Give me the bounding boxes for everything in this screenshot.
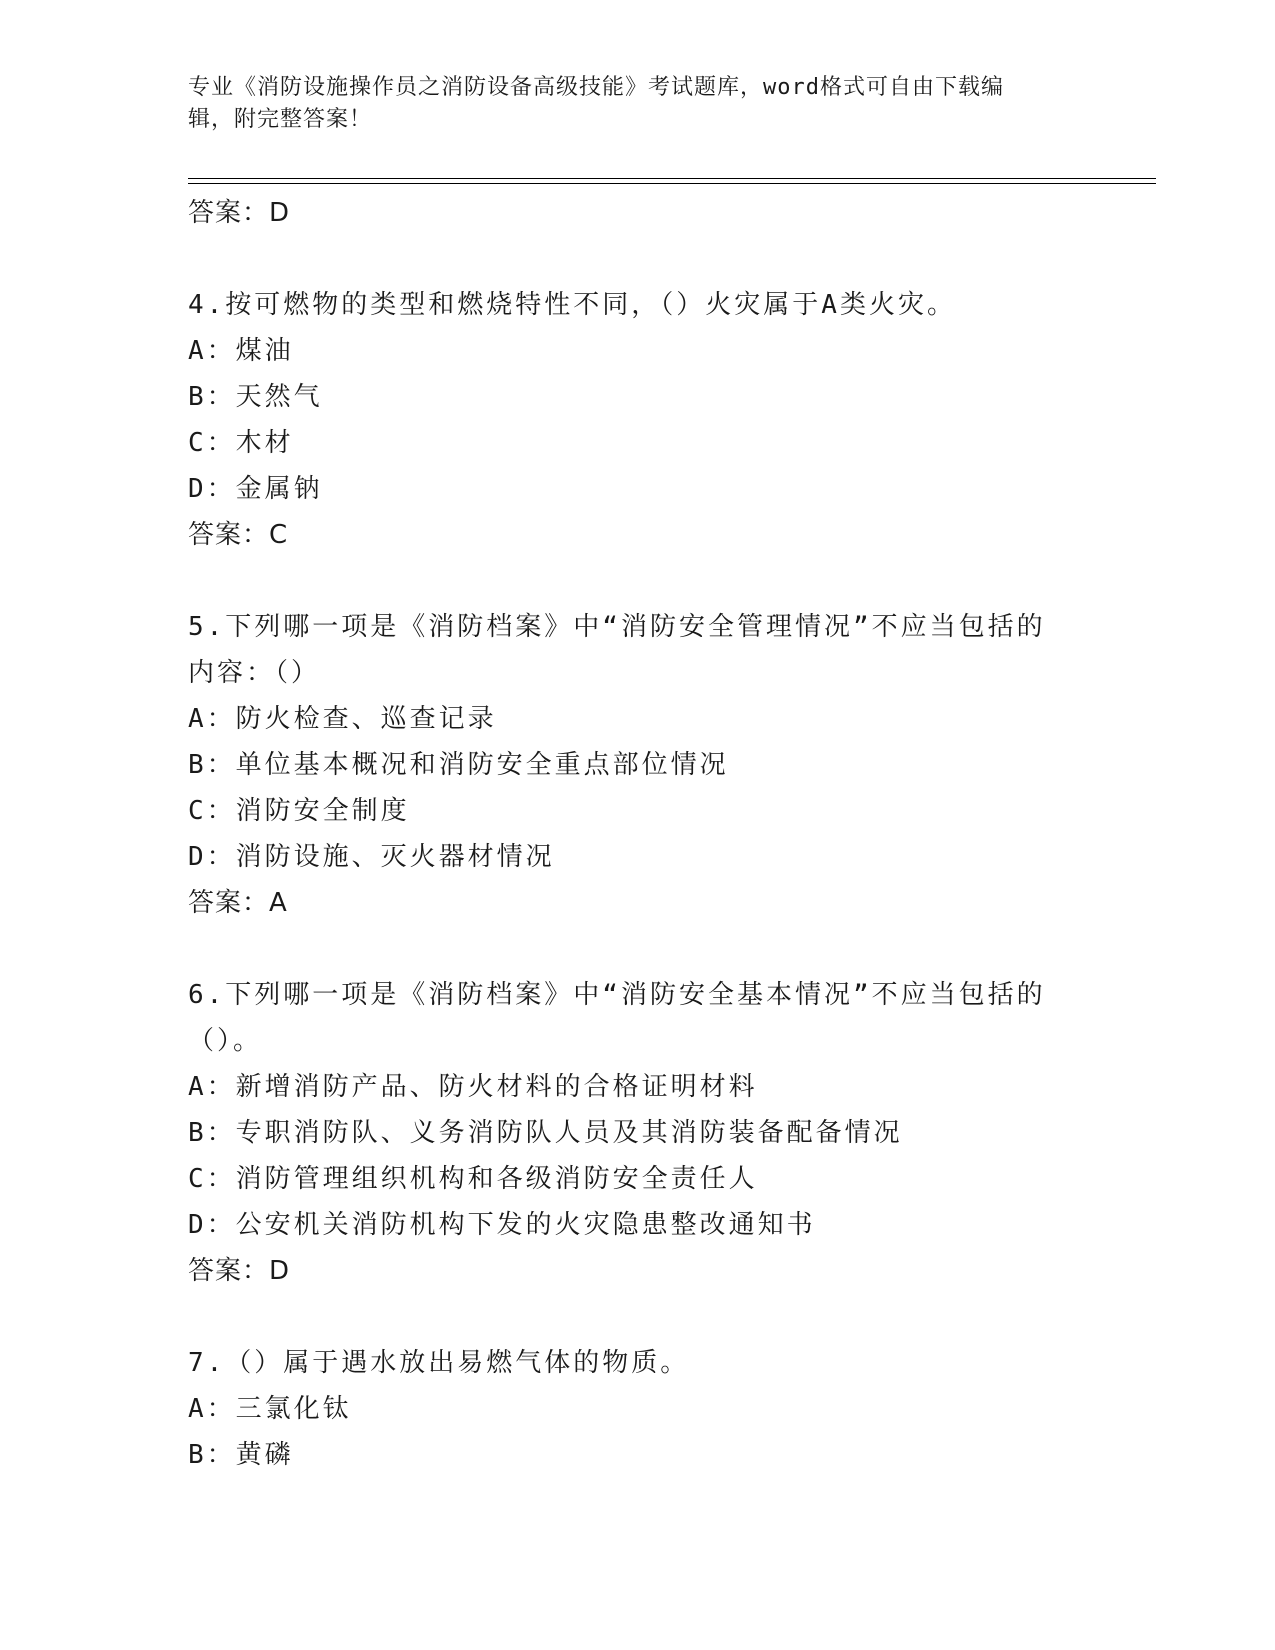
option-d: D：消防设施、灭火器材情况 bbox=[188, 842, 555, 872]
header-rule-bottom bbox=[188, 183, 1156, 184]
option-a: A：新增消防产品、防火材料的合格证明材料 bbox=[188, 1072, 758, 1102]
header-line-1: 专业《消防设施操作员之消防设备高级技能》考试题库，word格式可自由下载编 bbox=[188, 75, 1004, 100]
question-5 bbox=[188, 604, 1118, 926]
option-a: A：三氯化钛 bbox=[188, 1394, 352, 1424]
header-note bbox=[188, 72, 1068, 136]
option-c: C：木材 bbox=[188, 428, 294, 458]
answer: 答案：C bbox=[188, 520, 289, 550]
option-b: B：黄磷 bbox=[188, 1440, 294, 1470]
question-list bbox=[188, 190, 1118, 1478]
spacer bbox=[188, 558, 1118, 604]
question-stem: 4.按可燃物的类型和燃烧特性不同，（）火灾属于A类火灾。 bbox=[188, 290, 956, 320]
question-4 bbox=[188, 282, 1118, 558]
spacer bbox=[188, 236, 1118, 282]
question-stem-continued: （）。 bbox=[188, 1026, 263, 1056]
option-c: C：消防管理组织机构和各级消防安全责任人 bbox=[188, 1164, 758, 1194]
option-d: D：金属钠 bbox=[188, 474, 323, 504]
option-d: D：公安机关消防机构下发的火灾隐患整改通知书 bbox=[188, 1210, 816, 1240]
question-stem: 6.下列哪一项是《消防档案》中“消防安全基本情况”不应当包括的 bbox=[188, 980, 1046, 1010]
question-stem: 7.（）属于遇水放出易燃气体的物质。 bbox=[188, 1348, 690, 1378]
option-a: A：防火检查、巡查记录 bbox=[188, 704, 497, 734]
question-6 bbox=[188, 972, 1118, 1294]
header-rule-top bbox=[188, 178, 1156, 179]
question-stem-continued: 内容：（） bbox=[188, 658, 321, 688]
spacer bbox=[188, 926, 1118, 972]
answer: 答案：A bbox=[188, 888, 288, 918]
spacer bbox=[188, 1294, 1118, 1340]
question-stem: 5.下列哪一项是《消防档案》中“消防安全管理情况”不应当包括的 bbox=[188, 612, 1046, 642]
option-b: B：天然气 bbox=[188, 382, 323, 412]
option-b: B：专职消防队、义务消防队人员及其消防装备配备情况 bbox=[188, 1118, 903, 1148]
header-line-2: 辑，附完整答案！ bbox=[188, 107, 373, 132]
question-7 bbox=[188, 1340, 1118, 1478]
option-a: A：煤油 bbox=[188, 336, 294, 366]
option-b: B：单位基本概况和消防安全重点部位情况 bbox=[188, 750, 729, 780]
option-c: C：消防安全制度 bbox=[188, 796, 410, 826]
previous-answer: 答案：D bbox=[188, 198, 291, 228]
answer: 答案：D bbox=[188, 1256, 291, 1286]
